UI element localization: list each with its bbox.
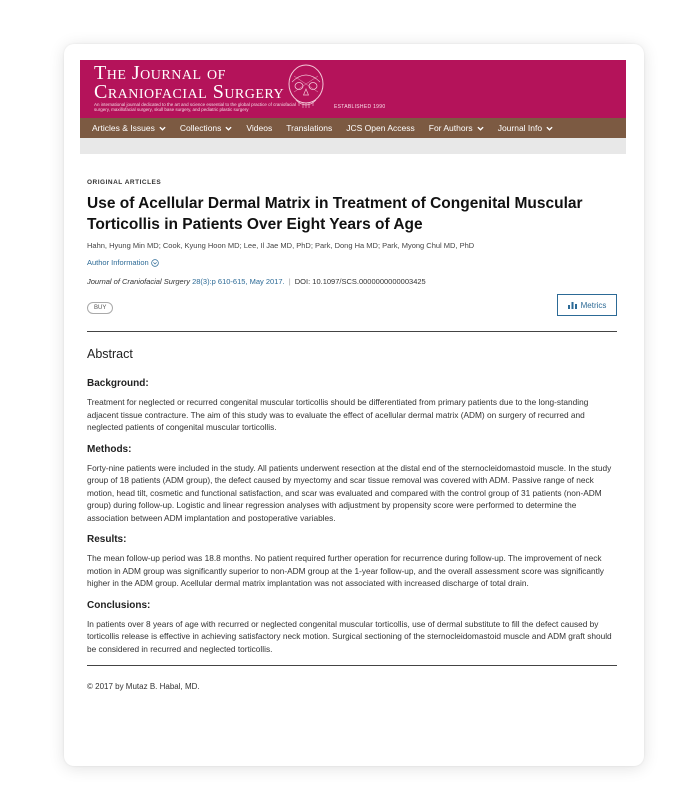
nav-articles-issues-label: Articles & Issues: [92, 123, 155, 133]
bar-chart-icon: [568, 301, 577, 309]
conclusions-text: In patients over 8 years of age with recurred or neglected congenital muscular torticollis, use of dermal substitute to fill the defect caused by torticollis release is effective in achieving satisfactory neck motion. Surgical sectioning of the sternocleidomastoid muscle and ADM graft should be considered in recurred and neglected torticollis.: [87, 618, 612, 654]
journal-banner[interactable]: [80, 60, 626, 118]
results-text: The mean follow-up period was 18.8 months. No patient required further operation for recurrence during follow-up. The improvement of neck motion in ADM group was significantly superior to non-ADM group at the 1-year follow-up, and the overall assessment score was significantly higher in the ADM group. Acellular dermal matrix implantation was not associated with increased discharge of total drain.: [87, 553, 604, 588]
nav-translations-label: Translations: [286, 123, 333, 133]
nav-collections[interactable]: [180, 123, 233, 133]
action-row: [87, 294, 617, 320]
journal-title-line2: Craniofacial Surgery: [94, 81, 285, 103]
citation-journal: Journal of Craniofacial Surgery: [87, 277, 190, 286]
nav-for-authors-label: For Authors: [428, 123, 473, 133]
nav-collections-label: Collections: [179, 123, 222, 133]
methods-heading: Methods:: [87, 443, 132, 455]
buy-button[interactable]: BUY: [87, 302, 113, 314]
main-nav: [80, 118, 626, 138]
nav-videos[interactable]: [246, 123, 272, 133]
background-heading: Background:: [87, 378, 149, 389]
nav-journal-info-label: Journal Info: [497, 123, 543, 133]
article-title: Use of Acellular Dermal Matrix in Treatment of Congenital Muscular Torticollis in Patients Over Eight Years of Age: [87, 195, 583, 233]
methods-text: Forty-nine patients were included in the study. All patients underwent resection at the distal end of the sternocleidomastoid muscle. In the study group of 18 patients (ADM group), the defect caused by myectomy and scar tissue removal was covered with ADM. Passive range of neck motion, head tilt, cosmetic and functional satisfaction, and scar was evaluated and compared with the control group of 31 patients (non-ADM group) during follow-up. Logistic and linear regression analyses with adjustment by propensity score were performed to determine the association between ADM implantation and postoperative variables.: [87, 462, 612, 523]
section-divider: [87, 331, 617, 332]
nav-translations[interactable]: [286, 123, 332, 133]
nav-journal-info[interactable]: [498, 123, 553, 133]
nav-jcs-open-access-label: JCS Open Access: [346, 123, 415, 133]
citation-volume-link[interactable]: 28(3):p 610-615, May 2017.: [192, 277, 285, 286]
citation-doi: DOI: 10.1097/SCS.0000000000003425: [294, 277, 426, 286]
nav-for-authors[interactable]: [429, 123, 484, 133]
sub-navigation-bar: [80, 138, 626, 154]
author-information-label: Author Information: [87, 258, 149, 267]
article-authors: Hahn, Hyung Min MD; Cook, Kyung Hoon MD; Lee, Il Jae MD, PhD; Park, Dong Ha MD; Park, Myong Chul MD, PhD: [87, 241, 475, 250]
chevron-down-icon: [159, 125, 166, 132]
circle-chevron-down-icon: [151, 259, 159, 267]
results-heading: Results:: [87, 534, 127, 545]
journal-tagline: An international journal dedicated to the art and science essential to the global practice of craniofacial surgery, maxillofacial surgery, skull base surgery, and pediatric plastic surgery: [94, 102, 296, 112]
chevron-down-icon: [225, 125, 232, 132]
established-text: ESTABLISHED 1990: [334, 104, 386, 110]
nav-articles-issues[interactable]: [92, 123, 166, 133]
nav-jcs-open-access[interactable]: [346, 123, 415, 133]
nav-videos-label: Videos: [246, 123, 273, 133]
citation-divider: |: [288, 277, 291, 286]
abstract-heading: Abstract: [87, 347, 133, 361]
article-card: [64, 44, 644, 766]
journal-logo-text: [94, 64, 284, 102]
metrics-button[interactable]: [557, 294, 617, 316]
conclusions-heading: Conclusions:: [87, 599, 151, 611]
footer-divider: [87, 665, 617, 666]
background-text: Treatment for neglected or recurred congenital muscular torticollis should be differentiated from primary patients due to the long-standing adjacent tissue contracture. The aim of this study was to evaluate the effect of acellular dermal matrix (ADM) on surgery of recurred and neglected patients of congenital muscular torticollis.: [87, 397, 589, 432]
article-content: [87, 172, 617, 691]
author-information-toggle[interactable]: [87, 258, 617, 267]
journal-title-line1: The Journal of: [94, 62, 226, 84]
copyright-text: © 2017 by Mutaz B. Habal, MD.: [87, 682, 200, 691]
chevron-down-icon: [546, 125, 553, 132]
article-citation: [87, 277, 617, 286]
skull-logo-icon: [284, 62, 328, 116]
metrics-label: Metrics: [580, 300, 607, 310]
chevron-down-icon: [477, 125, 484, 132]
article-category: ORIGINAL ARTICLES: [87, 179, 162, 186]
